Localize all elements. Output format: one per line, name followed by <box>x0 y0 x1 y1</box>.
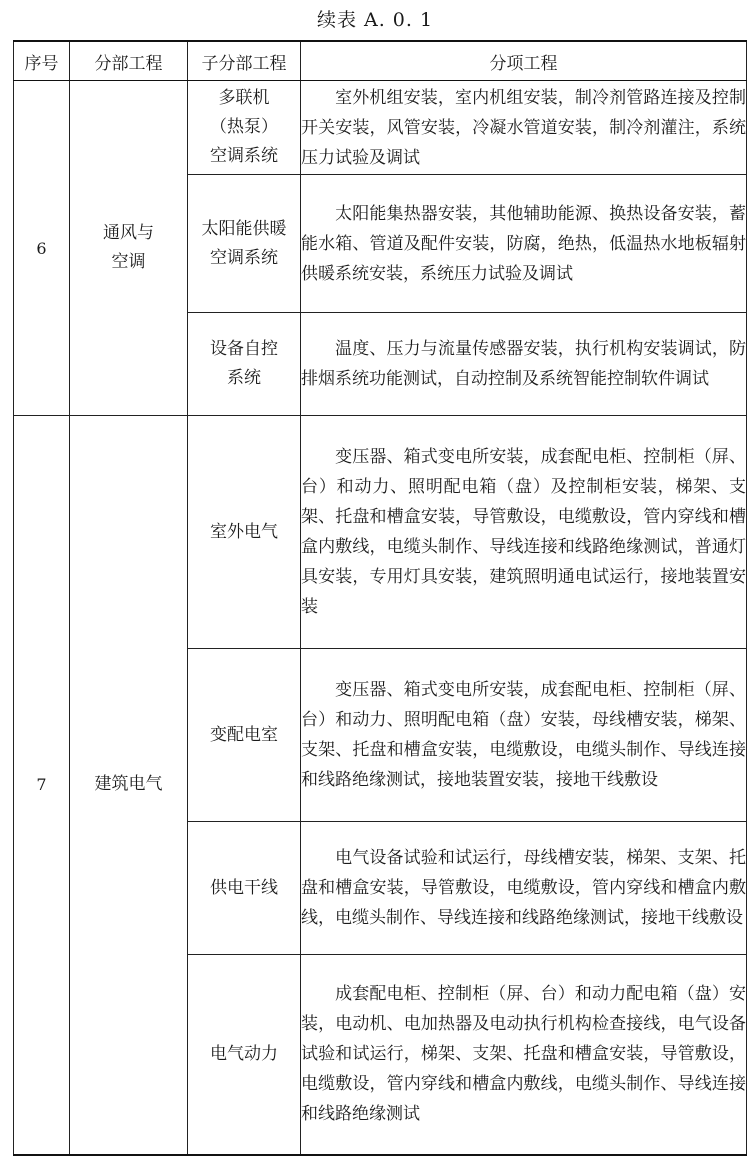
header-seq: 序号 <box>14 41 70 81</box>
header-subdivision: 子分部工程 <box>188 41 301 81</box>
table-caption: 续表 A. 0. 1 <box>316 9 434 31</box>
table-row <box>14 81 747 175</box>
header-row <box>14 41 747 81</box>
subdivision-cell: 变配电室 <box>188 649 301 822</box>
subdivision-cell: 供电干线 <box>188 822 301 955</box>
items-cell: 电气设备试验和试运行，母线槽安装，梯架、支架、托盘和槽盒安装，导管敷设，电缆敷设，管内穿线和槽盒内敷线，电缆头制作、导线连接和线路绝缘测试，接地干线敷设 <box>301 822 747 955</box>
work-breakdown-table <box>13 40 747 1156</box>
division-cell: 通风与 空调 <box>70 81 188 416</box>
subdivision-cell: 室外电气 <box>188 416 301 649</box>
items-cell: 成套配电柜、控制柜（屏、台）和动力配电箱（盘）安装，电动机、电加热器及电动执行机构检查接线，电气设备试验和试运行，梯架、支架、托盘和槽盒安装，导管敷设，电缆敷设，管内穿线和槽盒内敷线，电缆头制作、导线连接和线路绝缘测试 <box>301 955 747 1155</box>
seq-cell: 6 <box>14 81 70 416</box>
subdivision-cell: 多联机 （热泵） 空调系统 <box>188 81 301 175</box>
header-division: 分部工程 <box>70 41 188 81</box>
items-cell: 室外机组安装，室内机组安装，制冷剂管路连接及控制开关安装，风管安装，冷凝水管道安装，制冷剂灌注，系统压力试验及调试 <box>301 81 747 175</box>
items-cell: 变压器、箱式变电所安装，成套配电柜、控制柜（屏、台）和动力、照明配电箱（盘）安装，母线槽安装，梯架、支架、托盘和槽盒安装，电缆敷设，电缆头制作、导线连接和线路绝缘测试，接地装置安装，接地干线敷设 <box>301 649 747 822</box>
header-items: 分项工程 <box>301 41 747 81</box>
subdivision-cell: 太阳能供暖 空调系统 <box>188 175 301 313</box>
items-cell: 变压器、箱式变电所安装，成套配电柜、控制柜（屏、台）和动力、照明配电箱（盘）及控制柜安装，梯架、支架、托盘和槽盒安装，导管敷设，电缆敷设，管内穿线和槽盒内敷线，电缆头制作、导线连接和线路绝缘测试，普通灯具安装，专用灯具安装，建筑照明通电试运行，接地装置安装 <box>301 416 747 649</box>
items-cell: 温度、压力与流量传感器安装，执行机构安装调试，防排烟系统功能测试，自动控制及系统智能控制软件调试 <box>301 313 747 416</box>
subdivision-cell: 电气动力 <box>188 955 301 1155</box>
subdivision-cell: 设备自控 系统 <box>188 313 301 416</box>
table-row <box>14 416 747 649</box>
division-cell: 建筑电气 <box>70 416 188 1155</box>
items-cell: 太阳能集热器安装，其他辅助能源、换热设备安装，蓄能水箱、管道及配件安装，防腐，绝热，低温热水地板辐射供暖系统安装，系统压力试验及调试 <box>301 175 747 313</box>
seq-cell: 7 <box>14 416 70 1155</box>
